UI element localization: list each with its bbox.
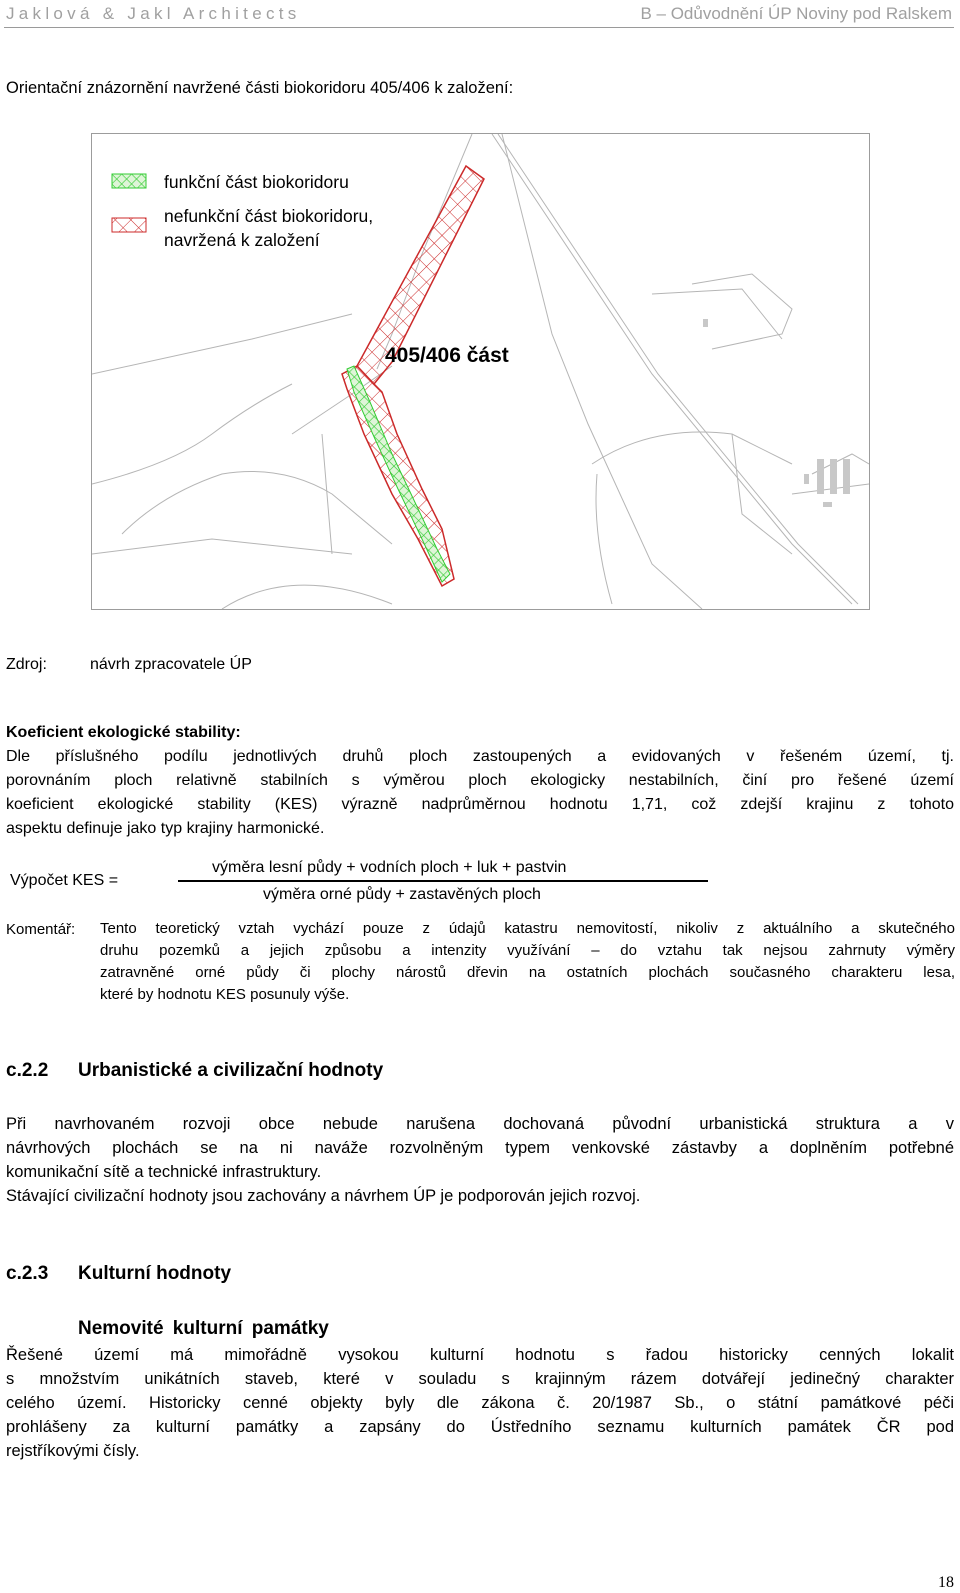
section-223-line: rejstříkovými čísly. — [6, 1442, 140, 1460]
kes-fraction-line — [178, 880, 708, 882]
kes-paragraph-line: porovnáním ploch relativně stabilních s výměrou ploch ekologicky nestabilních, činí pro řešené území — [6, 772, 954, 789]
biocorridor-map — [91, 133, 870, 610]
legend-nonfunctional-swatch — [112, 218, 146, 232]
functional-corridor — [347, 366, 450, 582]
kes-heading: Koeficient ekologické stability: — [6, 724, 241, 741]
kes-numerator: výměra lesní půdy + vodních ploch + luk + pastvin — [212, 859, 567, 876]
section-title: Kulturní hodnoty — [78, 1263, 232, 1284]
kes-paragraph-line: aspektu definuje jako typ krajiny harmonické. — [6, 820, 325, 837]
source-value: návrh zpracovatele ÚP — [90, 656, 252, 673]
comment-line: druhu pozemků a jejich způsobu a intenzity využívání – do vztahu tak nejsou zahrnuty výměry — [100, 942, 955, 959]
section-222-line: komunikační sítě a technické infrastruktury. — [6, 1163, 322, 1181]
kes-paragraph-line: koeficient ekologické stability (KES) výrazně nadprůměrnou hodnotu 1,71, což zdejší krajinu z tohoto — [6, 796, 954, 813]
section-222-line: návrhových plochách se na ni naváže rozvolněným typem venkovské zástavby a doplněním potřebné — [6, 1139, 954, 1157]
source-label: Zdroj: — [6, 656, 47, 673]
legend-functional-swatch — [112, 174, 146, 188]
section-223-line: celého území. Historicky cenné objekty byly dle zákona č. 20/1987 Sb., o státní památkové péči — [6, 1394, 954, 1412]
header-author: Jaklová & Jakl Architects — [6, 4, 301, 23]
comment-label: Komentář: — [6, 921, 76, 938]
building-marks — [703, 319, 850, 507]
section-222-line: Při navrhovaném rozvoji obce nebude narušena dochovaná původní urbanistická struktura a v — [6, 1115, 954, 1133]
section-title: Urbanistické a civilizační hodnoty — [78, 1060, 384, 1081]
section-subtitle: Nemovité kulturní památky — [78, 1318, 329, 1339]
legend-nonfunctional-label-1: nefunkční část biokoridoru, — [164, 206, 374, 226]
section-223-line: Řešené území má mimořádně vysokou kulturní hodnotu s řadou historicky cenných lokalit — [6, 1346, 954, 1364]
figure-caption: Orientační znázornění navržené části biokoridoru 405/406 k založení: — [6, 79, 514, 97]
comment-line: Tento teoretický vztah vychází pouze z údajů katastru nemovitostí, nikoliv z aktuálního a skutečného — [100, 920, 955, 937]
page-number: 18 — [938, 1574, 954, 1591]
section-number: c.2.3 — [6, 1263, 49, 1284]
section-223-line: s množstvím unikátních staveb, které v souladu s krajinným rázem dotvářejí jedinečný charakter — [6, 1370, 954, 1388]
kes-formula-label: Výpočet KES = — [10, 872, 119, 889]
legend-functional-label: funkční část biokoridoru — [164, 172, 349, 192]
section-223-line: prohlášeny za kulturní památky a zapsány do Ústředního seznamu kulturních památek ČR pod — [6, 1418, 954, 1436]
legend-nonfunctional-label-2: navržená k založení — [164, 230, 320, 250]
kes-paragraph-line: Dle příslušného podílu jednotlivých druhů ploch zastoupených a evidovaných v řešeném území, tj. — [6, 748, 954, 765]
section-222-line: Stávající civilizační hodnoty jsou zachovány a návrhem ÚP je podporován jejich rozvoj. — [6, 1187, 641, 1205]
kes-denominator: výměra orné půdy + zastavěných ploch — [263, 886, 541, 903]
corridor-segment-label: 405/406 část — [385, 344, 509, 367]
section-number: c.2.2 — [6, 1060, 49, 1081]
header-divider — [4, 27, 954, 28]
comment-line: které by hodnotu KES posunuly výše. — [100, 986, 350, 1003]
header-document-title: B – Odůvodnění ÚP Noviny pod Ralskem — [640, 4, 952, 23]
comment-line: zatravněné orné půdy či plochy nárostů dřevin na ostatních plochách současného charakteru lesa, — [100, 964, 955, 981]
